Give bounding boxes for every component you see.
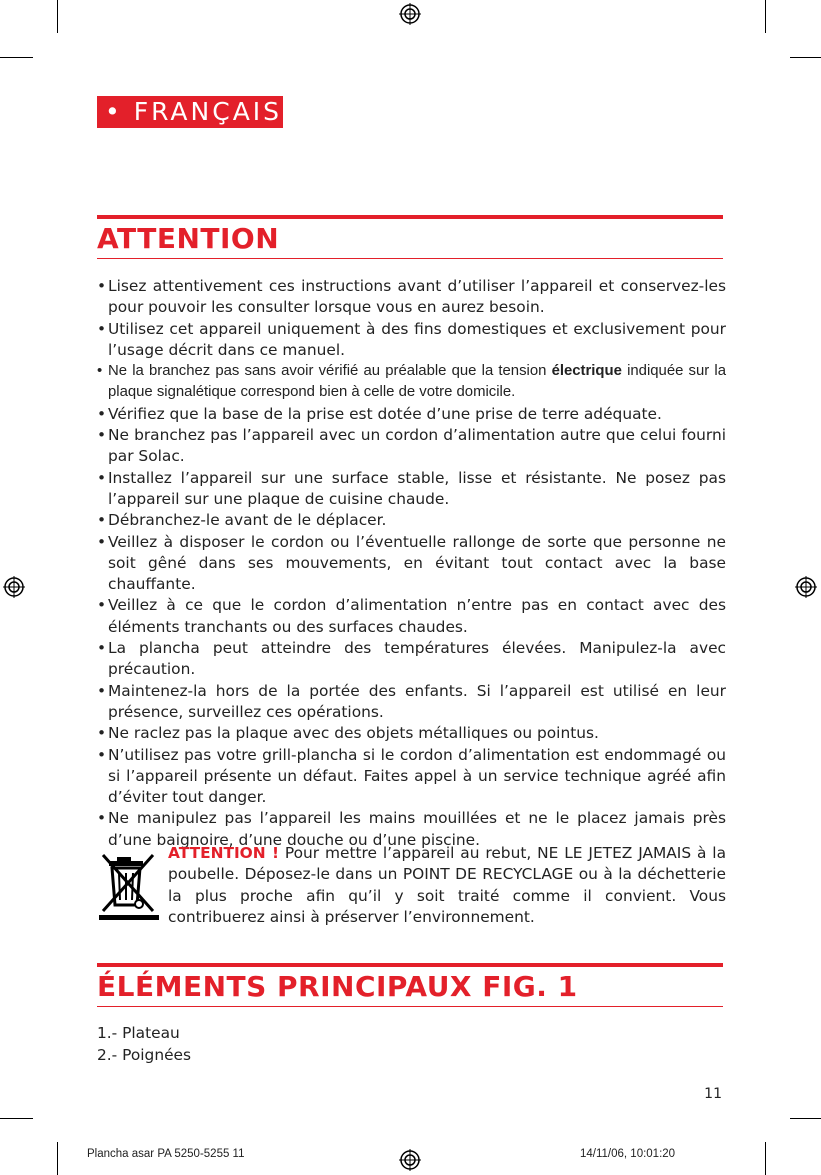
registration-mark-icon [399, 3, 421, 25]
section-underline [97, 258, 723, 259]
print-footer-file: Plancha asar PA 5250-5255 11 [87, 1148, 245, 1160]
list-item: • Maintenez-la hors de la portée des enfants. Si l’appareil est utilisé en leur présence, surveillez ces opérations. [97, 681, 726, 724]
list-item: • N’utilisez pas votre grill-plancha si le cordon d’alimentation est endommagé ou si l’appareil présente un défaut. Faites appel à un service technique agréé afin d’éviter tout danger. [97, 745, 726, 809]
list-item: • La plancha peut atteindre des températures élevées. Manipulez-la avec précaution. [97, 638, 726, 681]
crop-mark [0, 1118, 33, 1119]
registration-mark-icon [795, 576, 817, 598]
print-footer-timestamp: 14/11/06, 10:01:20 [580, 1148, 676, 1160]
list-item: • Débranchez-le avant de le déplacer. [97, 510, 726, 531]
parts-list [97, 1022, 191, 1066]
language-tab: • FRANÇAISE [97, 96, 283, 128]
crop-mark [765, 1142, 766, 1175]
list-item [97, 361, 726, 404]
crop-mark [57, 1142, 58, 1175]
crop-mark [790, 57, 821, 58]
list-item-text: indiquée sur la plaque signalétique correspond bien à celle de votre domicile. [108, 363, 726, 401]
list-item: • Vérifiez que la base de la prise est dotée d’une prise de terre adéquate. [97, 404, 726, 425]
registration-mark-icon [399, 1149, 421, 1171]
list-item: 2.- Poignées [97, 1046, 192, 1064]
list-item: 1.- Plateau [97, 1024, 180, 1042]
list-item-bold-text: électrique [551, 363, 622, 380]
section-underline [97, 1006, 723, 1007]
attention-list [97, 276, 726, 851]
recycling-body: Pour mettre l’appareil au rebut, NE LE JETEZ JAMAIS à la poubelle. Déposez-le dans un POINT DE RECYCLAGE ou à la déchetterie la plus proche afin qu’il y soit traité comme il convient. Vous contribuerez ainsi à préserver l’environnement. [168, 844, 726, 926]
list-item: • Ne manipulez pas l’appareil les mains mouillées et ne le placez jamais près d’une baignoire, d’une douche ou d’une piscine. [97, 808, 726, 851]
list-item: • Veillez à ce que le cordon d’alimentation n’entre pas en contact avec des éléments tranchants ou des surfaces chaudes. [97, 595, 726, 638]
elements-heading: ÉLÉMENTS PRINCIPAUX FIG. 1 [97, 970, 578, 1003]
page-number: 11 [704, 1086, 722, 1102]
section-rule [97, 963, 723, 967]
attention-heading: ATTENTION [97, 222, 280, 255]
recycling-notice [97, 843, 726, 928]
list-item-text: Ne la branchez pas sans avoir vérifié au préalable que la tension [108, 363, 552, 380]
list-item: • Installez l’appareil sur une surface stable, lisse et résistante. Ne posez pas l’appareil sur une plaque de cuisine chaude. [97, 468, 726, 511]
recycling-text [168, 843, 726, 928]
crop-mark [0, 57, 33, 58]
list-item: • Utilisez cet appareil uniquement à des fins domestiques et exclusivement pour l’usage décrit dans ce manuel. [97, 319, 726, 362]
crop-mark [57, 0, 58, 33]
registration-mark-icon [3, 576, 25, 598]
list-item: • Veillez à disposer le cordon ou l’éventuelle rallonge de sorte que personne ne soit gêné dans ses mouvements, en évitant tout contact avec la base chauffante. [97, 532, 726, 596]
list-item: • Ne raclez pas la plaque avec des objets métalliques ou pointus. [97, 723, 726, 744]
crop-mark [790, 1118, 821, 1119]
crossed-out-bin-icon [97, 849, 161, 921]
crop-mark [765, 0, 766, 33]
list-item: • Lisez attentivement ces instructions avant d’utiliser l’appareil et conservez-les pour pouvoir les consulter lorsque vous en aurez besoin. [97, 276, 726, 319]
recycling-warning-label: ATTENTION ! [168, 844, 280, 862]
list-item: • Ne branchez pas l’appareil avec un cordon d’alimentation autre que celui fourni par Solac. [97, 425, 726, 468]
section-rule [97, 215, 723, 219]
